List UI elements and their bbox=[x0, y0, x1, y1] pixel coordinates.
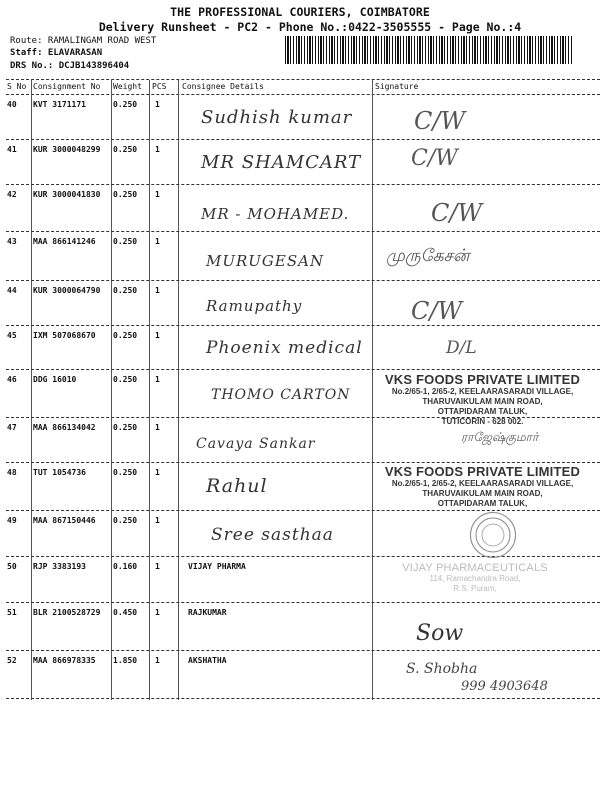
row-sno: 48 bbox=[7, 468, 17, 477]
row-consignment: BLR 2100528729 bbox=[33, 608, 101, 617]
col-weight: Weight bbox=[113, 82, 142, 91]
row-rule bbox=[6, 698, 600, 699]
row-consignment: MAA 866978335 bbox=[33, 656, 96, 665]
row-pcs: 1 bbox=[155, 516, 160, 525]
row-consignment: KUR 3000041830 bbox=[33, 190, 101, 199]
table-header bbox=[6, 80, 600, 94]
row-weight: 0.250 bbox=[113, 331, 138, 340]
stamp-address-line: OTTAPIDARAM TALUK, bbox=[437, 499, 528, 508]
stamp-company-name: VIJAY PHARMACEUTICALS bbox=[402, 562, 548, 574]
row-sno: 44 bbox=[7, 286, 17, 295]
row-consignee-handwritten: Sudhish kumar bbox=[201, 107, 353, 128]
runsheet-title: Delivery Runsheet - PC2 - Phone No.:0422-3505555 - Page No.:4 bbox=[98, 20, 522, 34]
row-pcs: 1 bbox=[155, 423, 160, 432]
row-signature: C/W bbox=[411, 297, 463, 325]
row-weight: 0.250 bbox=[113, 423, 138, 432]
staff-label: Staff: ELAVARASAN bbox=[10, 48, 103, 58]
stamp-address-line: No.2/65-1, 2/65-2, KEELAARASARADI VILLAGE, bbox=[391, 479, 574, 488]
row-weight: 0.250 bbox=[113, 468, 138, 477]
row-consignee-handwritten: THOMO CARTON bbox=[211, 387, 351, 403]
route-label: Route: RAMALINGAM ROAD WEST bbox=[10, 36, 157, 46]
row-consignment: RJP 3383193 bbox=[33, 562, 86, 571]
stamp-address-line: THARUVAIKULAM MAIN ROAD, bbox=[422, 397, 543, 406]
company-title: THE PROFESSIONAL COURIERS, COIMBATORE bbox=[170, 5, 430, 19]
row-weight: 0.250 bbox=[113, 237, 138, 246]
row-consignee-handwritten: Sree sasthaa bbox=[211, 525, 334, 545]
row-pcs: 1 bbox=[155, 468, 160, 477]
seal-icon bbox=[474, 516, 512, 554]
row-weight: 0.250 bbox=[113, 286, 138, 295]
row-consignment: MAA 866134042 bbox=[33, 423, 96, 432]
row-weight: 0.250 bbox=[113, 190, 138, 199]
row-consignment: TUT 1054736 bbox=[33, 468, 86, 477]
row-sno: 50 bbox=[7, 562, 17, 571]
company-stamp bbox=[370, 372, 595, 427]
row-signature: C/W bbox=[414, 107, 466, 135]
row-consignee: VIJAY PHARMA bbox=[188, 562, 246, 571]
company-stamp bbox=[370, 464, 595, 509]
row-weight: 0.250 bbox=[113, 100, 138, 109]
col-signature: Signature bbox=[375, 82, 419, 91]
row-pcs: 1 bbox=[155, 190, 160, 199]
row-sno: 52 bbox=[7, 656, 17, 665]
row-weight: 1.850 bbox=[113, 656, 138, 665]
row-consignee-handwritten: Phoenix medical bbox=[206, 338, 363, 358]
row-sno: 46 bbox=[7, 375, 17, 384]
stamp-address-line: TUTICORIN - 628 002. bbox=[441, 417, 524, 426]
row-pcs: 1 bbox=[155, 331, 160, 340]
col-consignee: Consignee Details bbox=[182, 82, 264, 91]
row-consignment: MAA 867150446 bbox=[33, 516, 96, 525]
table-row bbox=[6, 651, 600, 718]
row-weight: 0.450 bbox=[113, 608, 138, 617]
row-consignee-handwritten: Ramupathy bbox=[206, 297, 303, 315]
row-sno: 43 bbox=[7, 237, 17, 246]
stamp-company-name: VKS FOODS PRIVATE LIMITED bbox=[384, 372, 581, 387]
row-pcs: 1 bbox=[155, 608, 160, 617]
row-sno: 40 bbox=[7, 100, 17, 109]
row-signature: முருகேசன் bbox=[386, 246, 470, 266]
barcode bbox=[285, 36, 573, 64]
stamp-address-line: R.S. Puram, bbox=[453, 584, 497, 593]
row-sno: 49 bbox=[7, 516, 17, 525]
row-signature: C/W bbox=[411, 146, 458, 171]
row-consignment: IXM 507068670 bbox=[33, 331, 96, 340]
row-sno: 45 bbox=[7, 331, 17, 340]
col-consignment: Consignment No bbox=[33, 82, 101, 91]
row-consignee-handwritten: MR - MOHAMED. bbox=[201, 205, 350, 223]
row-pcs: 1 bbox=[155, 656, 160, 665]
stamp-address-line: THARUVAIKULAM MAIN ROAD, bbox=[422, 489, 543, 498]
row-consignment: KUR 3000048299 bbox=[33, 145, 101, 154]
row-consignee-handwritten: MR SHAMCART bbox=[201, 152, 362, 173]
row-consignment: MAA 866141246 bbox=[33, 237, 96, 246]
row-pcs: 1 bbox=[155, 562, 160, 571]
row-signature: ராஜேஷ்குமார் bbox=[461, 430, 539, 444]
row-consignee: RAJKUMAR bbox=[188, 608, 227, 617]
phone-note: 999 4903648 bbox=[461, 679, 548, 694]
row-consignee-handwritten: Cavaya Sankar bbox=[196, 436, 316, 452]
row-weight: 0.250 bbox=[113, 516, 138, 525]
row-pcs: 1 bbox=[155, 145, 160, 154]
row-weight: 0.250 bbox=[113, 375, 138, 384]
drs-number: DRS No.: DCJB143896404 bbox=[10, 61, 130, 71]
row-sno: 41 bbox=[7, 145, 17, 154]
row-pcs: 1 bbox=[155, 375, 160, 384]
row-pcs: 1 bbox=[155, 237, 160, 246]
row-consignee-handwritten: MURUGESAN bbox=[206, 252, 325, 270]
row-sno: 51 bbox=[7, 608, 17, 617]
row-consignment: KUR 3000064790 bbox=[33, 286, 101, 295]
row-signature: S. Shobha bbox=[406, 661, 478, 677]
row-consignee: AKSHATHA bbox=[188, 656, 227, 665]
row-consignee-handwritten: Rahul bbox=[206, 475, 268, 497]
round-seal bbox=[470, 512, 516, 558]
col-pcs: PCS bbox=[152, 82, 167, 91]
stamp-address-line: OTTAPIDARAM TALUK, bbox=[437, 407, 528, 416]
row-sno: 47 bbox=[7, 423, 17, 432]
row-signature: C/W bbox=[431, 199, 483, 227]
row-weight: 0.250 bbox=[113, 145, 138, 154]
row-sno: 42 bbox=[7, 190, 17, 199]
row-weight: 0.160 bbox=[113, 562, 138, 571]
col-sno: S No bbox=[7, 82, 27, 91]
stamp-address-line: 114, Ramachandra Road, bbox=[429, 574, 521, 583]
row-signature: Sow bbox=[416, 621, 464, 646]
row-pcs: 1 bbox=[155, 286, 160, 295]
pharmacy-stamp bbox=[375, 562, 575, 594]
row-pcs: 1 bbox=[155, 100, 160, 109]
row-consignment: DDG 16010 bbox=[33, 375, 77, 384]
row-signature: D/L bbox=[446, 338, 477, 358]
row-consignment: KVT 3171171 bbox=[33, 100, 86, 109]
stamp-company-name: VKS FOODS PRIVATE LIMITED bbox=[384, 464, 581, 479]
stamp-address-line: No.2/65-1, 2/65-2, KEELAARASARADI VILLAGE, bbox=[391, 387, 574, 396]
